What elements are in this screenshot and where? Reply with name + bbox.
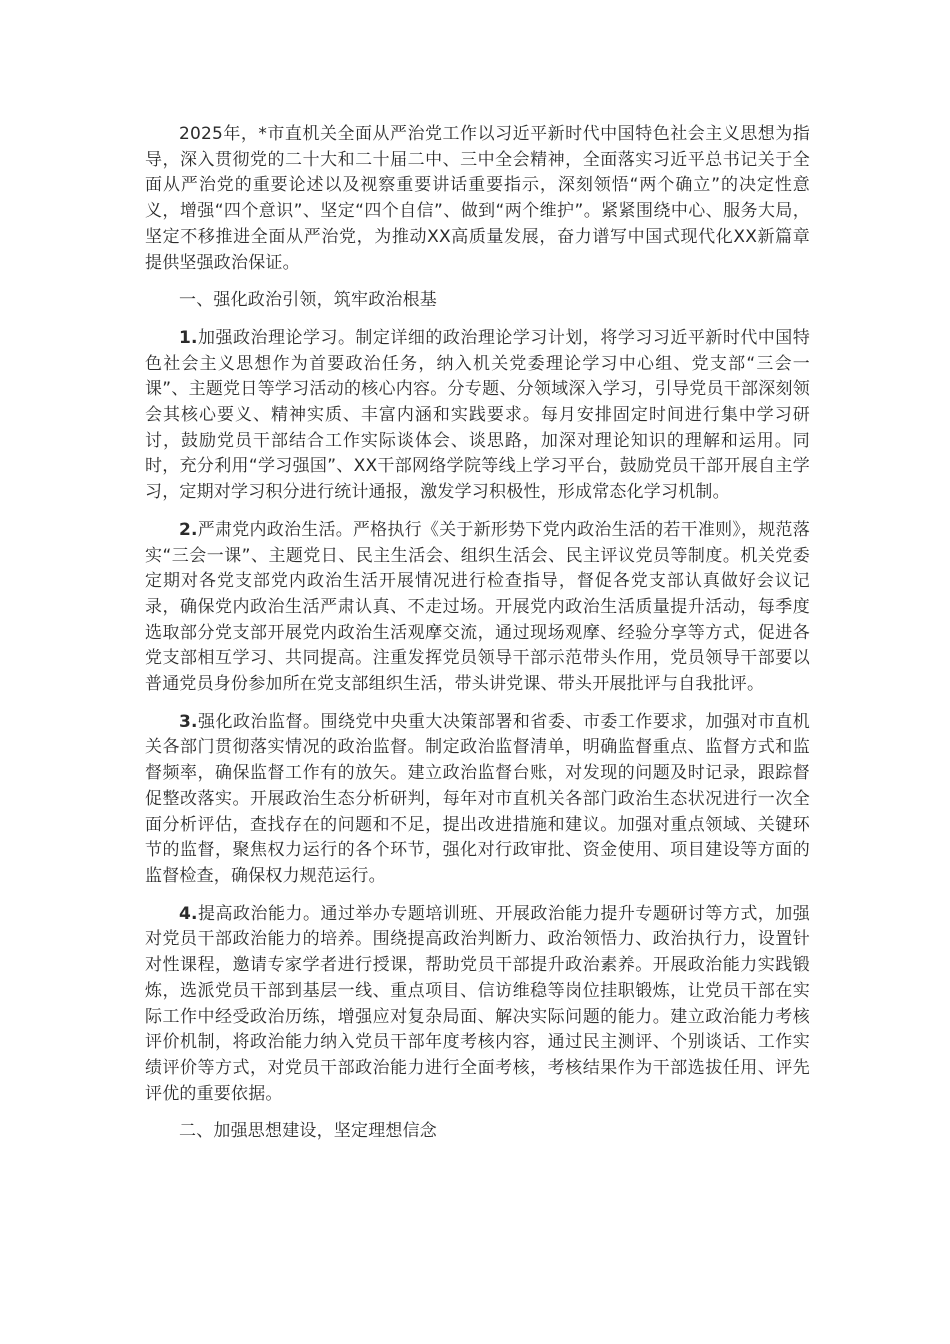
section-heading-1: 一、强化政治引领，筑牢政治根基 [179,290,437,311]
section-heading-2: 二、加强思想建设，坚定理想信念 [179,1121,437,1142]
item-text: 提高政治能力。通过举办专题培训班、开展政治能力提升专题研讨等方式，加强对党员干部政治能力的培养。围绕提高政治判断力、政治领悟力、政治执行力，设置针对性课程，邀请专家学者进行授课，帮助党员干部提升政治素养。开展政治能力实践锻炼，选派党员干部到基层一线、重点项目、信访维稳等岗位挂职锻炼，让党员干部在实际工作中经受政治历练，增强应对复杂局面、解决实际问题的能力。建立政治能力考核评价机制，将政治能力纳入党员干部年度考核内容，通过民主测评、个别谈话、工作实绩评价等方式，对党员干部政治能力进行全面考核，考核结果作为干部选拔任用、评先评优的重要依据。 [145,903,810,1104]
item-number: 4. [179,903,198,924]
item-paragraph-2 [145,518,810,698]
document-body [145,122,810,1157]
item-paragraph-4 [145,902,810,1108]
item-text: 加强政治理论学习。制定详细的政治理论学习计划，将学习习近平新时代中国特色社会主义思想作为首要政治任务，纳入机关党委理论学习中心组、党支部“三会一课”、主题党日等学习活动的核心内容。分专题、分领域深入学习，引导党员干部深刻领会其核心要义、精神实质、丰富内涵和实践要求。每月安排固定时间进行集中学习研讨，鼓励党员干部结合工作实际谈体会、谈思路，加深对理论知识的理解和运用。同时，充分利用“学习强国”、XX干部网络学院等线上学习平台，鼓励党员干部开展自主学习，定期对学习积分进行统计通报，激发学习积极性，形成常态化学习机制。 [145,327,810,503]
item-number: 1. [179,327,198,348]
item-paragraph-3 [145,710,810,890]
item-paragraph-1 [145,326,810,506]
item-text: 强化政治监督。围绕党中央重大决策部署和省委、市委工作要求，加强对市直机关各部门贯彻落实情况的政治监督。制定政治监督清单，明确监督重点、监督方式和监督频率，确保监督工作有的放矢。建立政治监督台账，对发现的问题及时记录，跟踪督促整改落实。开展政治生态分析研判，每年对市直机关各部门政治生态状况进行一次全面分析评估，查找存在的问题和不足，提出改进措施和建议。加强对重点领域、关键环节的监督，聚焦权力运行的各个环节，强化对行政审批、资金使用、项目建设等方面的监督检查，确保权力规范运行。 [145,711,810,886]
item-text: 严肃党内政治生活。严格执行《关于新形势下党内政治生活的若干准则》，规范落实“三会一课”、主题党日、民主生活会、组织生活会、民主评议党员等制度。机关党委定期对各党支部党内政治生活开展情况进行检查指导，督促各党支部认真做好会议记录，确保党内政治生活严肃认真、不走过场。开展党内政治生活质量提升活动，每季度选取部分党支部开展党内政治生活观摩交流，通过现场观摩、经验分享等方式，促进各党支部相互学习、共同提高。注重发挥党员领导干部示范带头作用，党员领导干部要以普通党员身份参加所在党支部组织生活，带头讲党课、带头开展批评与自我批评。 [145,519,810,695]
item-number: 2. [179,519,198,540]
intro-paragraph: 2025年，*市直机关全面从严治党工作以习近平新时代中国特色社会主义思想为指导，深入贯彻党的二十大和二十届二中、三中全会精神，全面落实习近平总书记关于全面从严治党的重要论述以及视察重要讲话重要指示，深刻领悟“两个确立”的决定性意义，增强“四个意识”、坚定“四个自信”、做到“两个维护”。紧紧围绕中心、服务大局，坚定不移推进全面从严治党，为推动XX高质量发展，奋力谱写中国式现代化XX新篇章提供坚强政治保证。 [145,124,810,273]
item-number: 3. [179,711,198,732]
